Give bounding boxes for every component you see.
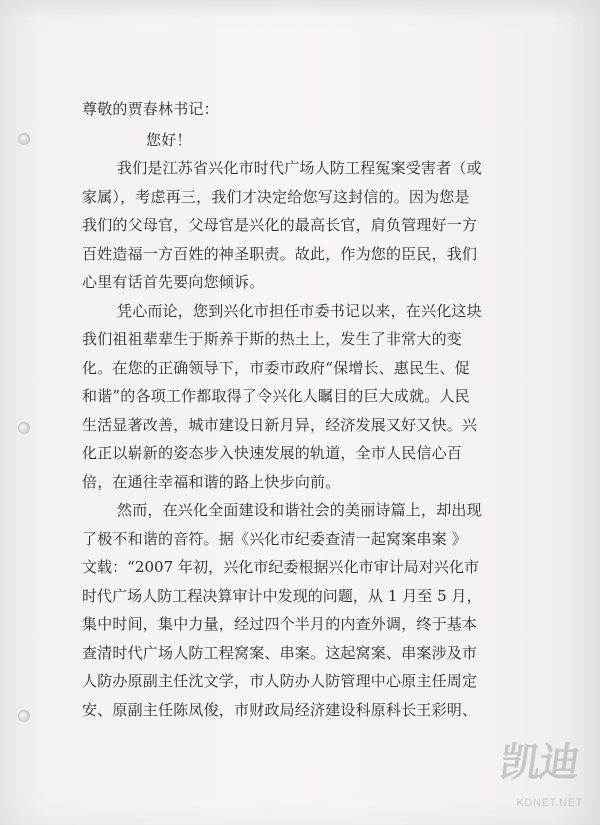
paragraph-3-line-6: 查清时代广场人防工程窝案、串案。这起窝案、串案涉及市 xyxy=(82,643,478,662)
paragraph-3-line-4: 时代广场人防工程决算审计中发现的问题，从 1 月至 5 月， xyxy=(82,586,482,605)
paragraph-2-line-2: 我们祖祖辈辈生于斯养于斯的热土上，发生了非常大的变 xyxy=(82,330,463,348)
paragraph-3-line-2: 了极不和谐的音符。据《兴化市纪委查清一起窝案串案 》 xyxy=(82,529,467,548)
paragraph-1-line-3: 我们的父母官，父母官是兴化的最高长官，肩负管理好一方 xyxy=(82,216,478,234)
paragraph-1-line-2: 家属），考虑再三，我们才决定给您写这封信的。因为您是 xyxy=(82,187,470,206)
watermark-logo: 凯迪 xyxy=(497,740,582,786)
paragraph-2-line-1: 凭心而论，您到兴化市担任市委书记以来，在兴化这块 xyxy=(117,301,482,320)
paragraph-1-line-4: 百姓造福一方百姓的神圣职责。故此，作为您的臣民，我们 xyxy=(82,244,478,263)
paragraph-2-line-6: 化正以崭新的姿态步入快速发展的轨道，全市人民信心百 xyxy=(82,444,463,462)
paragraph-2-line-4: 和谐”的各项工作都取得了令兴化人瞩目的巨大成就。人民 xyxy=(82,387,470,405)
paragraph-3-line-8: 安、原副主任陈凤俊，市财政局经济建设科原科长王彩明、 xyxy=(82,700,478,719)
paragraph-2-line-3: 化。在您的正确领导下，市委市政府“保增长、惠民生、促 xyxy=(82,358,470,377)
paragraph-2-line-7: 倍，在通往幸福和谐的路上快步向前。 xyxy=(82,472,341,491)
paragraph-3-line-3: 文载：“2007 年初，兴化市纪委根据兴化市审计局对兴化市 xyxy=(82,558,480,576)
paragraph-2-line-5: 生活显著改善，城市建设日新月异，经济发展又好又快。兴 xyxy=(82,415,478,434)
punch-hole xyxy=(18,710,30,722)
punch-hole xyxy=(18,133,30,145)
paragraph-3-line-1: 然而，在兴化全面建设和谐社会的美丽诗篇上，却出现 xyxy=(117,501,482,519)
watermark-site: KDNET.NET xyxy=(516,797,583,809)
punch-hole xyxy=(18,422,30,434)
paragraph-1-line-5: 心里有话首先要向您倾诉。 xyxy=(82,273,265,291)
paragraph-3-line-7: 人防办原副主任沈文学，市人防办人防管理中心原主任周定 xyxy=(82,672,478,690)
paragraph-3-line-5: 集中时间，集中力量，经过四个半月的内查外调，终于基本 xyxy=(82,615,478,633)
greeting: 您好！ xyxy=(146,130,192,149)
letter-body xyxy=(82,95,517,724)
paragraph-1-line-1: 我们是江苏省兴化市时代广场人防工程冤案受害者（或 xyxy=(117,159,482,177)
site-watermark xyxy=(481,731,583,811)
salutation: 尊敬的贾春林书记： xyxy=(82,100,219,118)
top-scan-shadow xyxy=(0,0,600,18)
